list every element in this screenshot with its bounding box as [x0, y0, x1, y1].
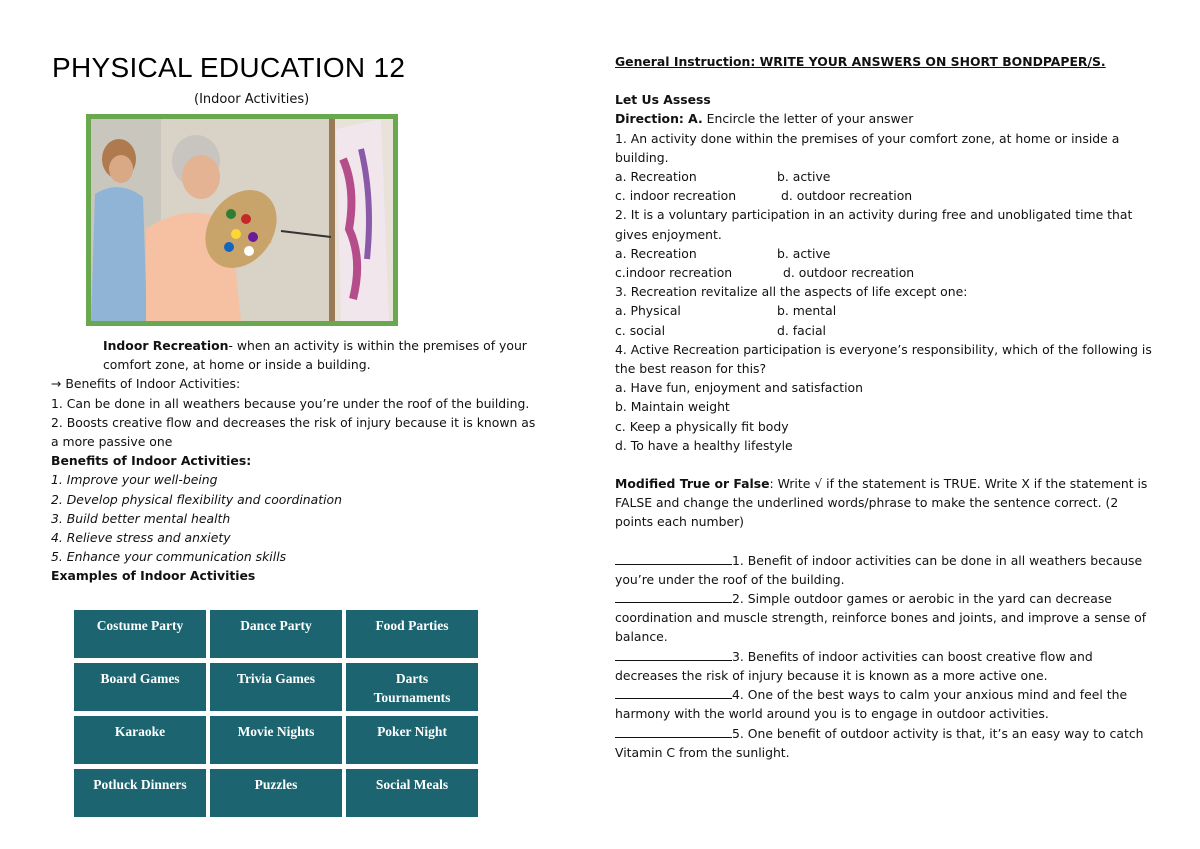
general-instruction: General Instruction: WRITE YOUR ANSWERS ON SHORT BONDPAPER/S.	[615, 54, 1106, 69]
benefits2-heading: Benefits of Indoor Activities:	[51, 453, 252, 469]
direction-line	[615, 109, 1155, 128]
photo-illustration	[91, 119, 393, 321]
example-tile: Social Meals	[346, 769, 478, 817]
option: a. Have fun, enjoyment and satisfaction	[615, 380, 863, 396]
examples-grid	[74, 610, 479, 817]
tf-item	[615, 724, 1155, 762]
definition-text: - when an activity is within the premises of your comfort zone, at home or inside a building.	[103, 338, 527, 373]
definition-term: Indoor Recreation	[103, 338, 229, 353]
option: b. active	[777, 245, 831, 261]
option: d. To have a healthy lifestyle	[615, 437, 793, 453]
direction-label: Direction: A.	[615, 111, 703, 127]
page-title: PHYSICAL EDUCATION 12	[52, 52, 406, 83]
option: a. Recreation	[615, 169, 697, 185]
example-tile: Costume Party	[74, 610, 206, 658]
example-tile: Poker Night	[346, 716, 478, 764]
option: d. outdoor recreation	[783, 265, 915, 281]
option: d. outdoor recreation	[781, 188, 913, 204]
tf-item-text: 1. Benefit of indoor activities can be done in all weathers because you’re under the roof of the building.	[615, 552, 1143, 587]
tf-item	[615, 551, 1155, 589]
example-tile: Board Games	[74, 663, 206, 711]
answer-blank[interactable]	[615, 725, 732, 738]
assess-heading: Let Us Assess	[615, 92, 711, 108]
benefit2-item: 2. Develop physical flexibility and coordination	[51, 491, 342, 507]
question-1: 1. An activity done within the premises of your comfort zone, at home or inside a building.	[615, 130, 1120, 165]
tf-label: Modified True or False	[615, 476, 770, 492]
option: a. Physical	[615, 303, 681, 319]
indoor-painting-photo	[86, 114, 398, 326]
option: d. facial	[777, 322, 826, 338]
tf-text: : Write √ if the statement is TRUE. Write X if the statement is FALSE and change the underlined words/phrase to make the sentence correct. (2 points each number)	[615, 476, 1148, 530]
benefit2-item: 4. Relieve stress and anxiety	[51, 530, 231, 546]
option: a. Recreation	[615, 245, 697, 261]
example-tile: Karaoke	[74, 716, 206, 764]
option: c.indoor recreation	[615, 265, 733, 281]
tf-item-text: 2. Simple outdoor games or aerobic in the yard can decrease coordination and muscle strength, reinforce bones and joints, and improve a sense of balance.	[615, 591, 1147, 645]
definition-paragraph	[51, 336, 541, 374]
answer-blank[interactable]	[615, 648, 732, 661]
benefit-item: 1. Can be done in all weathers because you’re under the roof of the building.	[51, 395, 530, 411]
page-subtitle: (Indoor Activities)	[194, 92, 310, 107]
answer-blank[interactable]	[615, 686, 732, 699]
direction-text: Encircle the letter of your answer	[702, 111, 914, 127]
left-column	[51, 336, 541, 586]
option: b. active	[777, 169, 831, 185]
tf-item-text: 5. One benefit of outdoor activity is that, it’s an easy way to catch Vitamin C from the sunlight.	[615, 725, 1144, 760]
tf-instructions	[615, 474, 1155, 532]
question-2: 2. It is a voluntary participation in an activity during free and unobligated time that gives enjoyment.	[615, 207, 1133, 242]
option: b. mental	[777, 303, 837, 319]
option: b. Maintain weight	[615, 399, 730, 415]
option: c. social	[615, 322, 666, 338]
benefit2-item: 3. Build better mental health	[51, 510, 231, 526]
tf-item-text: 3. Benefits of indoor activities can boost creative flow and decreases the risk of injury because it is known as a more active one.	[615, 648, 1093, 683]
example-tile: Darts Tournaments	[346, 663, 478, 711]
tf-item-text: 4. One of the best ways to calm your anxious mind and feel the harmony with the world around you is to engage in outdoor activities.	[615, 687, 1128, 722]
benefit2-item: 5. Enhance your communication skills	[51, 549, 287, 565]
tf-item	[615, 647, 1155, 685]
examples-heading: Examples of Indoor Activities	[51, 568, 256, 584]
benefit2-item: 1. Improve your well-being	[51, 472, 218, 488]
answer-blank[interactable]	[615, 552, 732, 565]
example-tile: Trivia Games	[210, 663, 342, 711]
example-tile: Puzzles	[210, 769, 342, 817]
example-tile: Potluck Dinners	[74, 769, 206, 817]
answer-blank[interactable]	[615, 590, 732, 603]
option: c. Keep a physically fit body	[615, 418, 789, 434]
tf-item	[615, 685, 1155, 723]
benefit-item: 2. Boosts creative flow and decreases the risk of injury because it is known as a more passive one	[51, 414, 536, 450]
question-4: 4. Active Recreation participation is everyone’s responsibility, which of the following is the best reason for this?	[615, 341, 1152, 377]
example-tile: Food Parties	[346, 610, 478, 658]
tf-item	[615, 589, 1155, 647]
option: c. indoor recreation	[615, 188, 737, 204]
benefits-heading: → Benefits of Indoor Activities:	[51, 376, 241, 392]
right-column	[615, 52, 1155, 762]
example-tile: Dance Party	[210, 610, 342, 658]
example-tile: Movie Nights	[210, 716, 342, 764]
question-3: 3. Recreation revitalize all the aspects of life except one:	[615, 284, 968, 300]
